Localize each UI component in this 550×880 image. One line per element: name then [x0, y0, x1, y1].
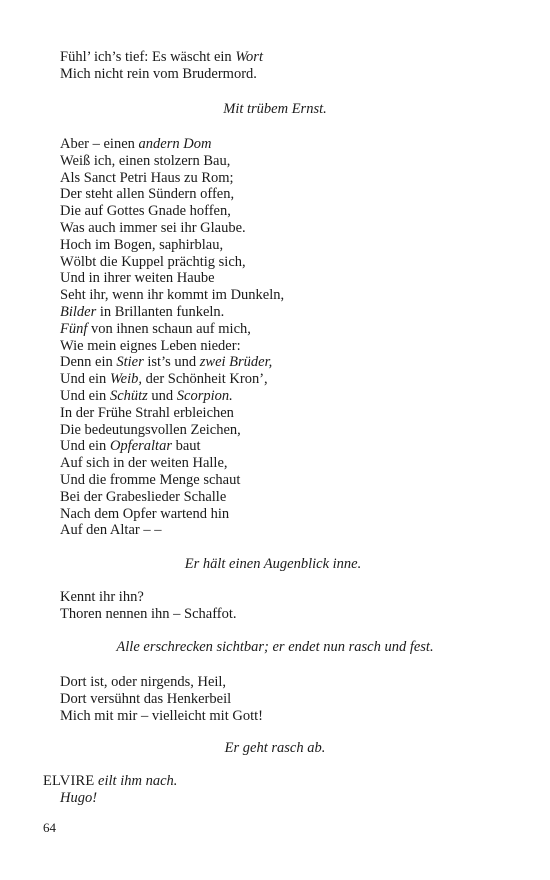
verse-text: in Brillanten funkeln.	[96, 303, 225, 320]
verse-line	[60, 153, 284, 170]
verse-text: Als Sanct Petri Haus zu Rom;	[60, 169, 234, 186]
verse-text: Der steht allen Sündern offen,	[60, 186, 235, 203]
verse-text: Und ein	[60, 371, 110, 388]
speaker-name: ELVIRE	[43, 773, 95, 789]
verse-line	[60, 136, 284, 153]
verse-text: Weiß ich, einen stolzern Bau,	[60, 152, 231, 169]
verse-line	[60, 438, 284, 455]
verse-text: der Schönheit Kron’,	[142, 371, 268, 388]
speaker-direction: eilt ihm nach.	[98, 773, 178, 789]
verse-text: Nach dem Opfer wartend hin	[60, 505, 230, 522]
stage-direction-4: Er geht rasch ab.	[224, 740, 326, 756]
verse-line	[60, 674, 263, 691]
verse-text: Fühl’ ich’s tief: Es wäscht ein	[60, 49, 236, 65]
verse-text: Und ein	[60, 387, 110, 404]
verse-line	[60, 405, 284, 422]
stage-direction-2: Er hält einen Augenblick inne.	[184, 556, 362, 572]
verse-emphasis: Scorpion.	[176, 387, 233, 404]
verse-line	[60, 388, 284, 405]
verse-line	[60, 589, 237, 606]
verse-text: Die auf Gottes Gnade hoffen,	[60, 203, 231, 220]
verse-emphasis: Bilder	[60, 303, 97, 320]
verse-block-4	[60, 674, 263, 724]
verse-line	[60, 66, 263, 83]
stage-direction-3: Alle erschrecken sichtbar; er endet nun rasch und fest.	[116, 639, 434, 655]
verse-line	[60, 237, 284, 254]
verse-line	[60, 522, 284, 539]
verse-text: Dort versühnt das Henkerbeil	[60, 690, 232, 707]
verse-block-2	[60, 136, 284, 539]
verse-text: Kennt ihr ihn?	[60, 589, 144, 605]
verse-line	[60, 371, 284, 388]
verse-line	[60, 708, 263, 725]
verse-line	[60, 170, 284, 187]
verse-line	[60, 691, 263, 708]
verse-text: von ihnen schaun auf mich,	[87, 320, 251, 337]
verse-emphasis: andern Dom	[138, 136, 212, 152]
verse-emphasis: Schütz	[109, 387, 148, 404]
verse-emphasis: Fünf	[60, 320, 88, 337]
verse-text: Mich nicht rein vom Brudermord.	[60, 65, 257, 82]
verse-text: Und die fromme Menge schaut	[60, 471, 241, 488]
verse-text: ist’s und	[143, 354, 200, 371]
verse-text: baut	[171, 438, 201, 455]
verse-line	[60, 49, 263, 66]
verse-text: Auf sich in der weiten Halle,	[60, 455, 228, 472]
verse-line	[60, 489, 284, 506]
verse-emphasis: Wort	[235, 49, 263, 65]
verse-text: Wölbt die Kuppel prächtig sich,	[60, 253, 246, 270]
verse-line	[60, 422, 284, 439]
verse-text: Dort ist, oder nirgends, Heil,	[60, 674, 227, 690]
verse-line	[60, 606, 237, 623]
verse-line	[60, 203, 284, 220]
verse-text: Aber – einen	[60, 136, 139, 152]
verse-text: Hoch im Bogen, saphirblau,	[60, 236, 224, 253]
verse-text: Was auch immer sei ihr Glaube.	[60, 219, 246, 236]
verse-text: Mich mit mir – vielleicht mit Gott!	[60, 707, 263, 724]
verse-text: Und ein	[60, 438, 110, 455]
verse-line	[60, 254, 284, 271]
verse-line	[60, 338, 284, 355]
verse-line	[60, 455, 284, 472]
verse-text: Auf den Altar – –	[60, 522, 162, 539]
speaker-line-text: Hugo!	[60, 789, 98, 806]
verse-text: Wie mein eignes Leben nieder:	[60, 337, 241, 354]
verse-text: Und in ihrer weiten Haube	[60, 270, 215, 287]
verse-line	[60, 287, 284, 304]
verse-emphasis: Stier	[116, 354, 144, 371]
verse-text: Bei der Grabeslieder Schalle	[60, 488, 227, 505]
page-number: 64	[43, 820, 56, 835]
verse-emphasis: zwei Brüder,	[199, 354, 273, 371]
verse-line	[60, 321, 284, 338]
verse-line	[60, 354, 284, 371]
verse-line	[60, 220, 284, 237]
verse-line	[60, 472, 284, 489]
verse-text: Seht ihr, wenn ihr kommt im Dunkeln,	[60, 287, 285, 304]
verse-block-1	[60, 49, 263, 83]
verse-text: und	[147, 387, 177, 404]
verse-line	[60, 304, 284, 321]
verse-line	[60, 506, 284, 523]
speaker-block	[43, 773, 177, 807]
verse-text: Thoren nennen ihn – Schaffot.	[60, 605, 237, 622]
speaker-line	[43, 790, 177, 807]
verse-line	[60, 186, 284, 203]
verse-text: In der Frühe Strahl erbleichen	[60, 404, 234, 421]
verse-text: Denn ein	[60, 354, 117, 371]
verse-text: Die bedeutungsvollen Zeichen,	[60, 421, 241, 438]
verse-block-3	[60, 589, 237, 623]
verse-emphasis: Opferaltar	[109, 438, 172, 455]
verse-line	[60, 270, 284, 287]
stage-direction-1: Mit trübem Ernst.	[223, 101, 327, 117]
verse-emphasis: Weib,	[109, 371, 143, 388]
